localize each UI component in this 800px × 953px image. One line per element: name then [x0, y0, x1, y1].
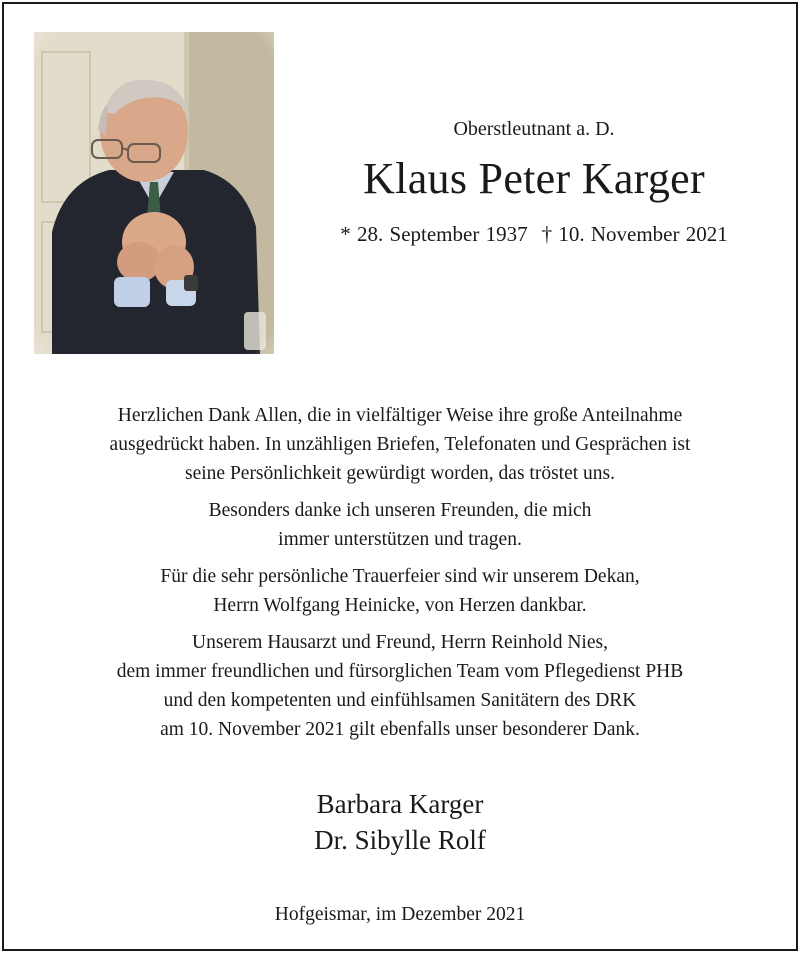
text-line: ausgedrückt haben. In unzähligen Briefen, Telefonaten und Gesprächen ist: [109, 434, 691, 455]
paragraph: [4, 401, 796, 488]
portrait-photo: [34, 32, 274, 354]
deceased-rank: Oberstleutnant a. D.: [453, 118, 615, 140]
signer-name: Dr. Sibylle Rolf: [314, 825, 486, 855]
death-date: † 10. November 2021: [541, 222, 728, 246]
obituary-card: [2, 2, 798, 951]
obituary-header: [304, 116, 764, 248]
thank-you-text: [4, 401, 796, 752]
signers: [4, 786, 796, 858]
birth-date: * 28. September 1937: [340, 222, 528, 246]
text-line: und den kompetenten und einfühlsamen Sanitätern des DRK: [163, 690, 637, 711]
portrait-illustration: [34, 32, 274, 354]
life-dates: [304, 220, 764, 248]
text-line: Herrn Wolfgang Heinicke, von Herzen dankbar.: [213, 595, 587, 616]
text-line: dem immer freundlichen und fürsorglichen Team vom Pflegedienst PHB: [116, 661, 684, 682]
paragraph: [4, 562, 796, 620]
text-line: Unserem Hausarzt und Freund, Herrn Reinhold Nies,: [192, 632, 608, 653]
deceased-name: Klaus Peter Karger: [363, 154, 705, 203]
text-line: am 10. November 2021 gilt ebenfalls unser besonderer Dank.: [160, 719, 640, 740]
text-line: immer unterstützen und tragen.: [278, 529, 522, 550]
signer-name: Barbara Karger: [316, 789, 484, 819]
text-line: Für die sehr persönliche Trauerfeier sind wir unserem Dekan,: [160, 566, 640, 587]
text-line: seine Persönlichkeit gewürdigt worden, das tröstet uns.: [185, 463, 615, 484]
text-line: Besonders danke ich unseren Freunden, die mich: [208, 500, 592, 521]
text-line: Herzlichen Dank Allen, die in vielfältiger Weise ihre große Anteilnahme: [117, 405, 683, 426]
paragraph: [4, 628, 796, 744]
paragraph: [4, 496, 796, 554]
place-and-date: Hofgeismar, im Dezember 2021: [274, 904, 526, 925]
